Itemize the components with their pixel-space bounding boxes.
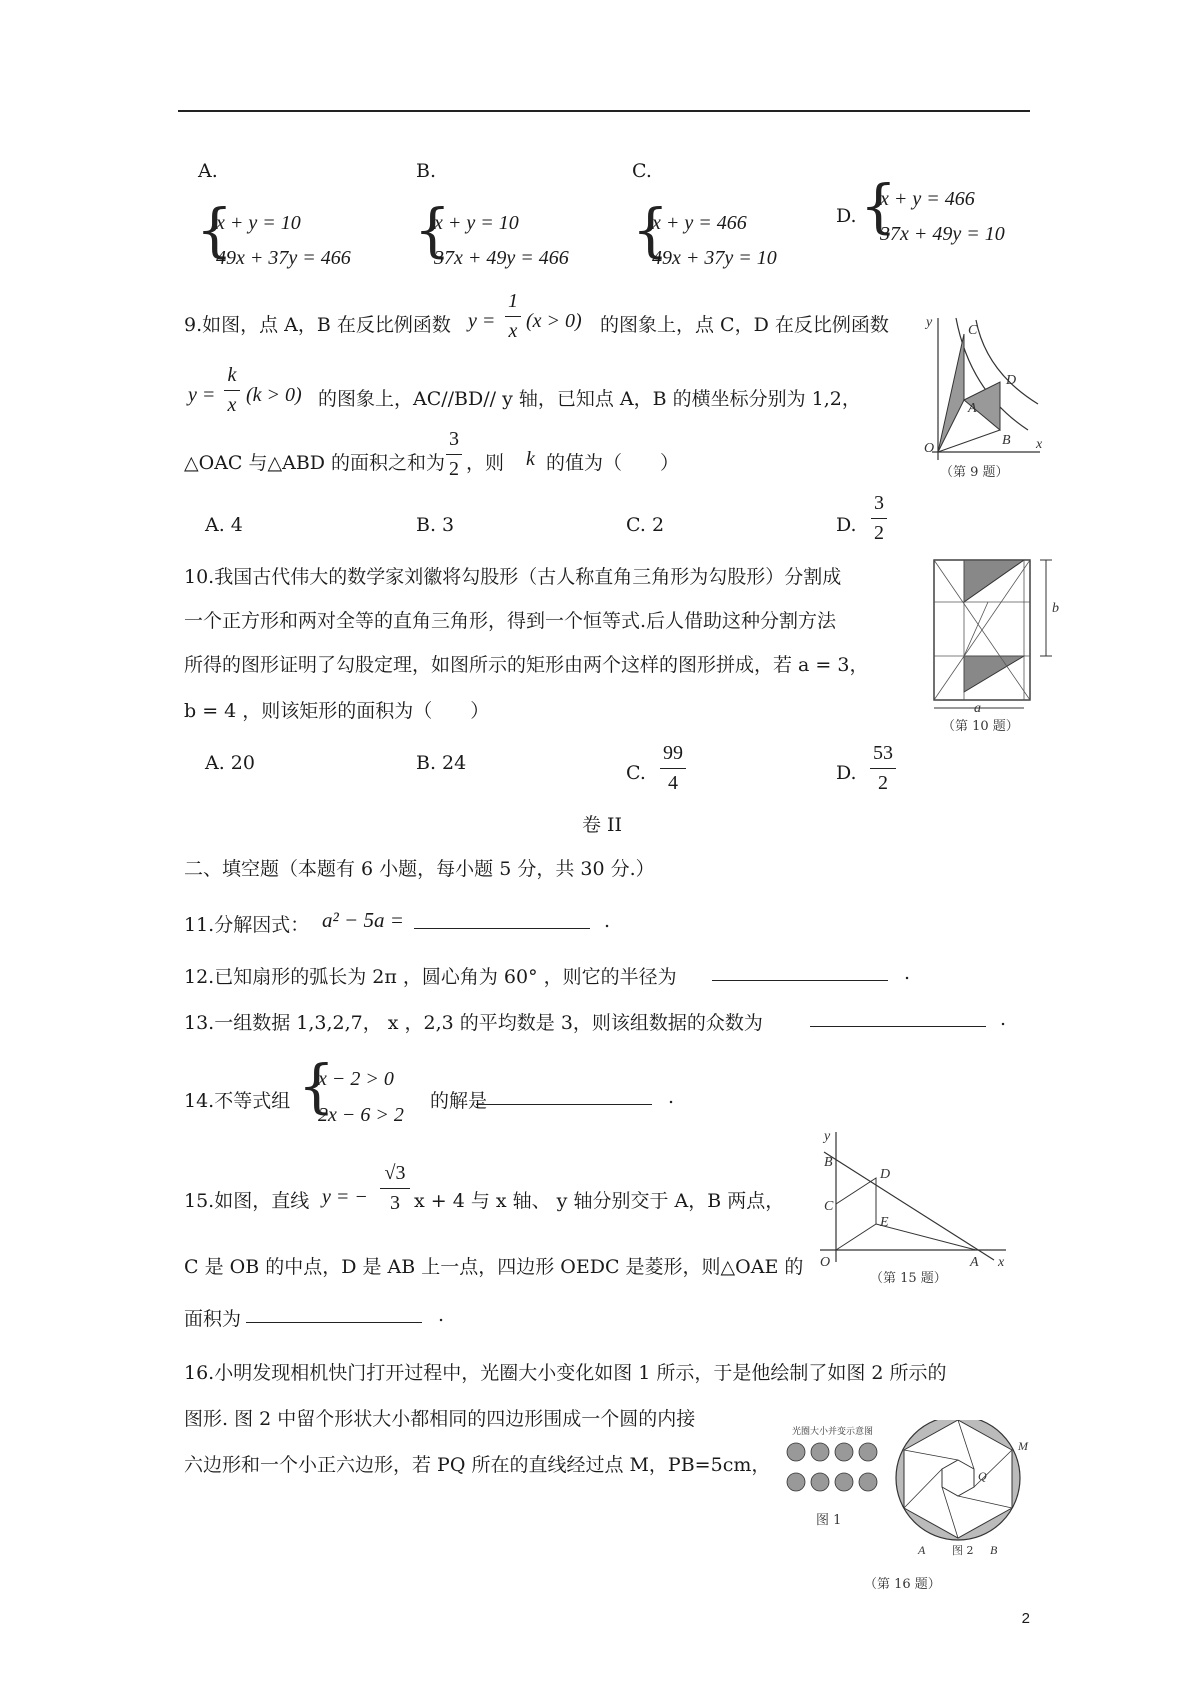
- q10-optc-num: 99: [663, 742, 683, 764]
- q9-figure-caption: （第 9 题）: [940, 465, 1009, 480]
- q10-option-c-frac: [660, 742, 686, 795]
- svg-text:A: A: [970, 1255, 979, 1270]
- q9-frac-kx: [224, 364, 240, 417]
- svg-text:E: E: [880, 1215, 889, 1230]
- q16-fig2-label: 图 2: [952, 1544, 974, 1557]
- q10-option-b: B. 24: [416, 752, 467, 774]
- q8-brace-a: {: [196, 196, 233, 264]
- q14-ineq2: 2x − 6 > 2: [318, 1104, 404, 1126]
- q12-answer-blank[interactable]: [712, 962, 888, 986]
- q14-text: 14.不等式组: [184, 1090, 291, 1112]
- q9-line3b: ，则: [466, 452, 505, 474]
- q16-aperture-icons: [787, 1443, 877, 1491]
- q9-frac-3-2: [446, 428, 462, 481]
- q10-line1: 10.我国古代伟大的数学家刘徽将勾股形（古人称直角三角形为勾股形）分割成: [184, 566, 842, 588]
- q15-line1b: x + 4 与 x 轴、 y 轴分别交于 A，B 两点，: [414, 1190, 785, 1212]
- q16-line3: 六边形和一个小正六边形，若 PQ 所在的直线经过点 M，PB=5cm，: [184, 1454, 771, 1476]
- q11-expr: a² − 5a =: [322, 908, 404, 932]
- q9-option-b: B. 3: [416, 514, 455, 536]
- q10-figure: [922, 556, 1068, 734]
- q8-b-eq2: 37x + 49y = 466: [434, 247, 569, 269]
- q9-frac3-den: 2: [449, 458, 459, 481]
- svg-text:B: B: [990, 1543, 998, 1557]
- q9-option-d-label: D.: [836, 514, 857, 536]
- svg-text:A: A: [968, 401, 977, 416]
- q8-brace-b: {: [414, 196, 451, 264]
- q11-text: 11.分解因式：: [184, 914, 310, 936]
- q13-text: 13.一组数据 1,3,2,7， x ，2,3 的平均数是 3，则该组数据的众数为: [184, 1012, 763, 1034]
- page-number: 2: [1021, 1610, 1030, 1627]
- q9-line2-y: y =: [188, 384, 216, 406]
- q10-figure-caption: （第 10 题）: [942, 719, 1019, 734]
- q14-ineq1: x − 2 > 0: [318, 1068, 394, 1090]
- q8-brace-c: {: [632, 196, 669, 264]
- header-rule: [178, 110, 1030, 112]
- q15-line1-y: y = −: [322, 1186, 368, 1208]
- svg-text:C: C: [968, 323, 978, 338]
- q9-line3a: △OAC 与△ABD 的面积之和为: [184, 452, 446, 474]
- q16-fig1-label: 图 1: [816, 1513, 842, 1528]
- q16-fig1-title: 光圈大小并变示意图: [792, 1427, 874, 1437]
- q9-optd-den: 2: [874, 522, 884, 545]
- section-heading: 二、填空题（本题有 6 小题，每小题 5 分，共 30 分.）: [184, 858, 655, 880]
- q9-line3c: 的值为（ ）: [546, 452, 680, 474]
- q15-end: .: [438, 1304, 445, 1326]
- q15-frac-den: 3: [390, 1192, 400, 1215]
- q8-d-eq2: 37x + 49y = 10: [880, 223, 1005, 245]
- q8-a-eq1: x + y = 10: [216, 212, 301, 234]
- svg-text:x: x: [998, 1255, 1005, 1270]
- q15-frac-sqrt3-3: [380, 1162, 410, 1215]
- q10-option-c-label: C.: [626, 762, 646, 784]
- q9-frac-den: x: [508, 320, 518, 343]
- q9-line1-y: y =: [468, 310, 496, 332]
- q9-line3-k: k: [526, 448, 535, 470]
- q15-line1a: 15.如图，直线: [184, 1190, 310, 1212]
- q8-option-a-label: A.: [198, 160, 218, 182]
- q11-answer-blank[interactable]: [414, 910, 590, 934]
- svg-text:D: D: [1006, 373, 1017, 388]
- svg-text:b: b: [1052, 601, 1059, 616]
- q13-end: .: [1000, 1008, 1007, 1030]
- q10-option-a: A. 20: [205, 752, 255, 774]
- q14-answer-blank[interactable]: [476, 1086, 652, 1110]
- q16-line1: 16.小明发现相机快门打开过程中，光圈大小变化如图 1 所示，于是他绘制了如图 2 所示的: [184, 1362, 947, 1384]
- svg-text:x: x: [1036, 437, 1043, 452]
- q16-figure-caption: （第 16 题）: [864, 1577, 941, 1592]
- q8-a-eq2: 49x + 37y = 466: [216, 247, 351, 269]
- q8-c-eq1: x + y = 466: [652, 212, 747, 234]
- q12-end: .: [904, 962, 911, 984]
- q10-option-d-frac: [870, 742, 896, 795]
- q8-option-b-label: B.: [416, 160, 437, 182]
- svg-text:y: y: [926, 315, 933, 330]
- q8-c-eq2: 49x + 37y = 10: [652, 247, 777, 269]
- q11-end: .: [604, 910, 611, 932]
- svg-text:y: y: [824, 1129, 831, 1144]
- q15-answer-blank[interactable]: [246, 1304, 422, 1328]
- q9-line1-domain: (x > 0): [526, 310, 582, 332]
- svg-text:B: B: [824, 1155, 833, 1170]
- q10-line3: 所得的图形证明了勾股定理，如图所示的矩形由两个这样的图形拼成，若 a = 3，: [184, 654, 869, 676]
- q15-figure: [810, 1126, 1010, 1286]
- q9-option-c: C. 2: [626, 514, 665, 536]
- q14-brace: {: [298, 1052, 335, 1120]
- q9-option-a: A. 4: [205, 514, 243, 536]
- q9-frac3-num: 3: [449, 428, 459, 450]
- svg-text:C: C: [824, 1199, 834, 1214]
- svg-text:A: A: [918, 1543, 926, 1557]
- svg-text:B: B: [1002, 433, 1011, 448]
- q10-line4: b = 4 ，则该矩形的面积为（ ）: [184, 700, 490, 722]
- q15-frac-num: √3: [384, 1162, 406, 1184]
- q12-text: 12.已知扇形的弧长为 2π ，圆心角为 60° ，则它的半径为: [184, 966, 677, 988]
- q15-line2: C 是 OB 的中点，D 是 AB 上一点，四边形 OEDC 是菱形，则△OAE 的: [184, 1256, 804, 1278]
- svg-text:O: O: [924, 441, 935, 456]
- svg-text:D: D: [880, 1167, 891, 1182]
- svg-text:M: M: [1018, 1439, 1028, 1453]
- q10-option-d-label: D.: [836, 762, 857, 784]
- q9-line1b: 的图象上，点 C，D 在反比例函数: [600, 314, 889, 336]
- q8-b-eq1: x + y = 10: [434, 212, 519, 234]
- q9-frac2-num: k: [227, 364, 237, 386]
- q9-line2-domain: (k > 0): [246, 384, 302, 406]
- volume-title: 卷 II: [582, 814, 623, 836]
- svg-text:Q: Q: [978, 1469, 987, 1483]
- q9-figure: [918, 312, 1046, 480]
- q10-optc-den: 4: [668, 772, 678, 795]
- q8-d-eq1: x + y = 466: [880, 188, 975, 210]
- q8-brace-d: {: [860, 172, 897, 240]
- svg-text:O: O: [820, 1255, 831, 1270]
- q8-option-d-label: D.: [836, 205, 857, 227]
- q9-line2b: 的图象上，AC//BD// y 轴，已知点 A，B 的横坐标分别为 1,2，: [318, 388, 861, 410]
- q9-frac-num: 1: [508, 290, 518, 312]
- q14-after: 的解是: [430, 1090, 488, 1112]
- q9-frac2-den: x: [227, 394, 237, 417]
- q9-frac-1x: [505, 290, 521, 343]
- q10-optd-den: 2: [878, 772, 888, 795]
- q10-line2: 一个正方形和两对全等的直角三角形，得到一个恒等式.后人借助这种分割方法: [184, 610, 837, 632]
- q16-figure: [778, 1420, 1048, 1600]
- q10-optd-num: 53: [873, 742, 893, 764]
- q14-end: .: [668, 1086, 675, 1108]
- q15-line3: 面积为: [184, 1308, 242, 1330]
- q9-option-d-frac: [871, 492, 887, 545]
- q15-figure-caption: （第 15 题）: [870, 1271, 947, 1286]
- svg-text:a: a: [974, 701, 981, 716]
- q9-optd-num: 3: [874, 492, 884, 514]
- q13-answer-blank[interactable]: [810, 1008, 986, 1032]
- q8-option-c-label: C.: [632, 160, 652, 182]
- q16-line2: 图形. 图 2 中留个形状大小都相同的四边形围成一个圆的内接: [184, 1408, 696, 1430]
- q9-line1a: 9.如图，点 A，B 在反比例函数: [184, 314, 451, 336]
